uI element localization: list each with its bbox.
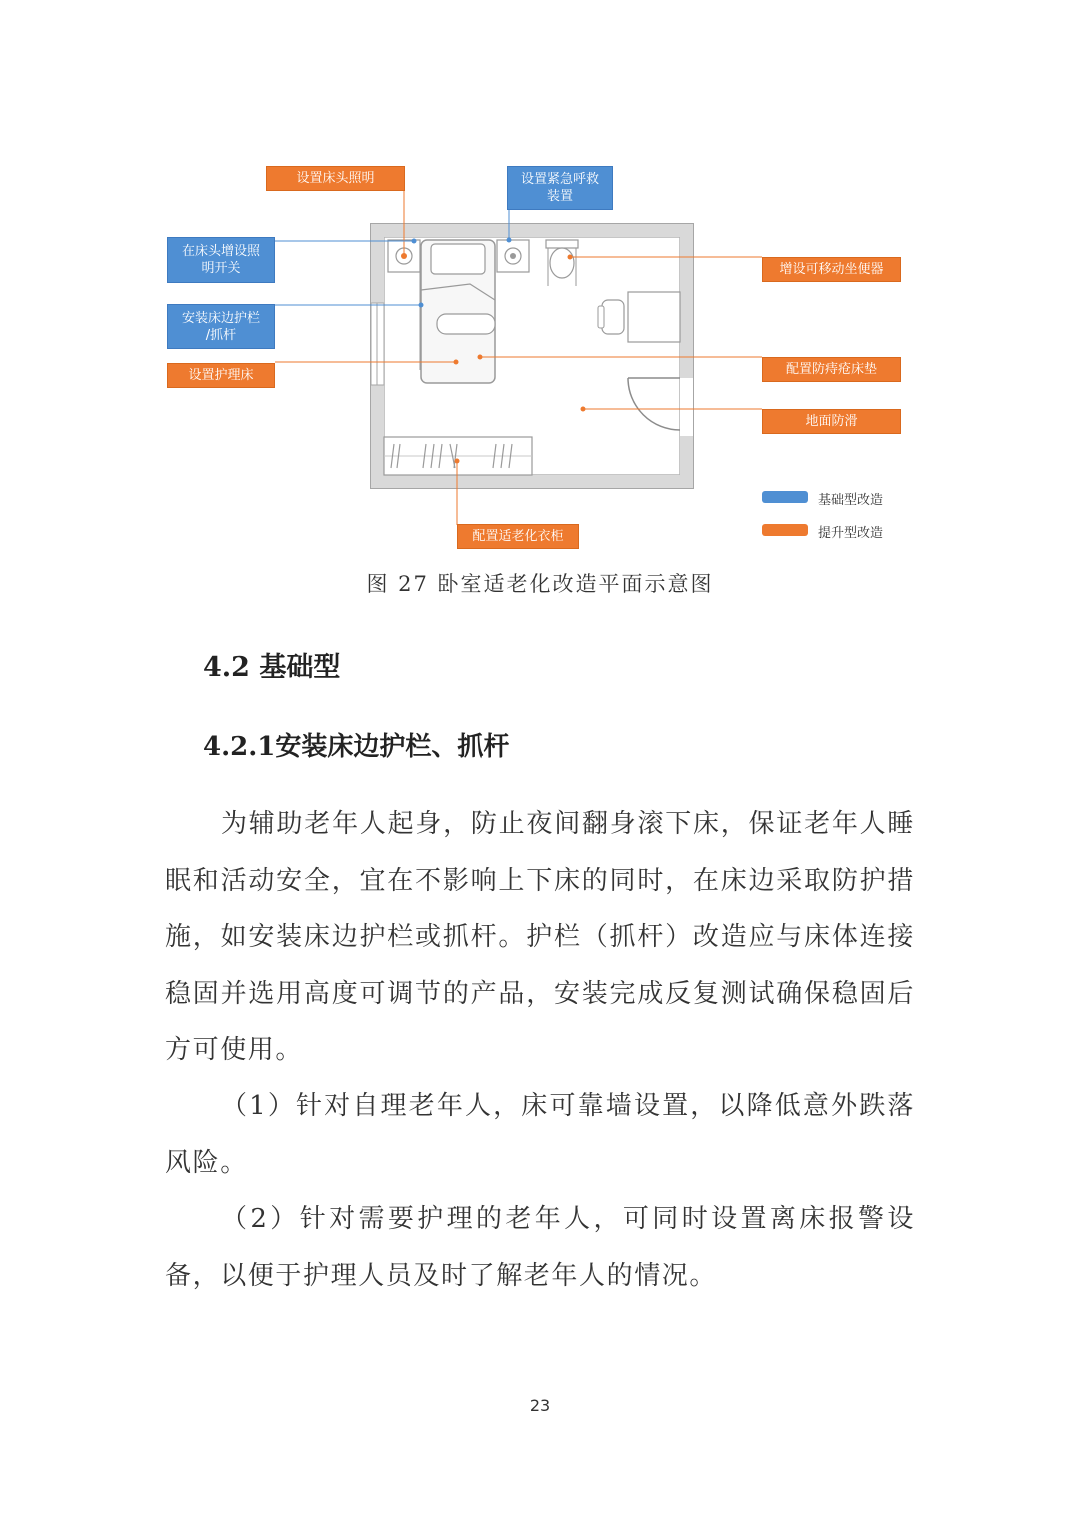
label-anti-slip-floor: 地面防滑 — [762, 409, 901, 434]
label-bedside-lighting: 设置床头照明 — [266, 166, 405, 191]
label-elderly-wardrobe: 配置适老化衣柜 — [457, 524, 579, 549]
door — [628, 378, 680, 430]
section-heading: 4.2 基础型 — [203, 652, 341, 683]
label-movable-commode: 增设可移动坐便器 — [762, 257, 901, 282]
subsection-heading: 4.2.1安装床边护栏、抓杆 — [203, 732, 510, 762]
wardrobe — [384, 437, 532, 475]
label-emergency-call: 设置紧急呼救 装置 — [507, 166, 613, 210]
floor-plan-figure — [0, 0, 1080, 560]
label-bed-rail: 安装床边护栏 /抓杆 — [167, 304, 275, 349]
body-paragraph: 为辅助老年人起身，防止夜间翻身滚下床，保证老年人睡眠和活动安全，宜在不影响上下床的同时，在床边采取防护措施，如安装床边护栏或抓杆。护栏（抓杆）改造应与床体连接稳固并选用高度可调节的产品，安装完成反复测试确保稳固后方可使用。 — [165, 809, 915, 1065]
movable-commode — [546, 240, 578, 286]
legend-swatch-enhanced — [762, 524, 808, 536]
legend-swatch-basic — [762, 491, 808, 503]
legend-label-enhanced: 提升型改造 — [818, 526, 884, 541]
body-paragraph: （1）针对自理老年人，床可靠墙设置，以降低意外跌落风险。 — [165, 1091, 915, 1178]
floor-plan-drawing — [0, 0, 1080, 560]
label-bedside-wall-switch: 在床头增设照 明开关 — [167, 237, 275, 283]
label-anti-bedsore-mattress: 配置防痔疮床垫 — [762, 357, 901, 382]
desk-chair — [598, 292, 680, 342]
legend-label-basic: 基础型改造 — [818, 493, 884, 508]
body-paragraph: （2）针对需要护理的老年人，可同时设置离床报警设备，以便于护理人员及时了解老年人的情况。 — [165, 1204, 915, 1291]
label-nursing-bed: 设置护理床 — [167, 363, 275, 388]
figure-caption: 图 27 卧室适老化改造平面示意图 — [366, 572, 714, 596]
page-number: 23 — [529, 1396, 551, 1415]
